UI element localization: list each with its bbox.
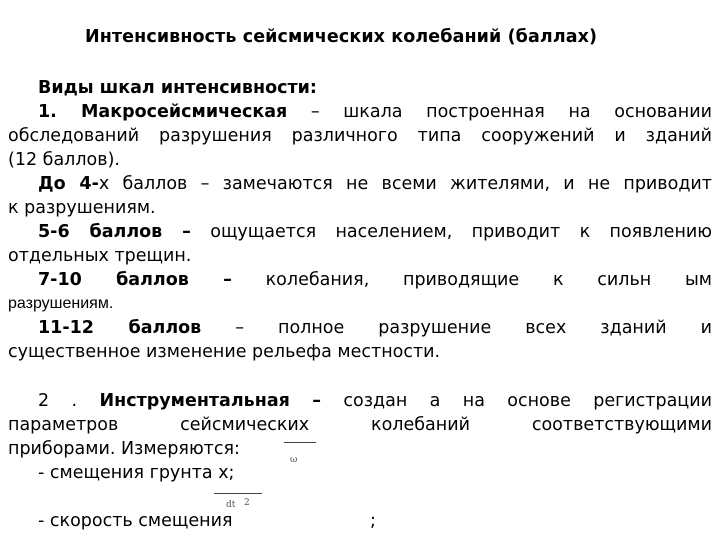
level-4-label: До 4-: [38, 174, 99, 194]
level-4-cont-text: к разрушениям.: [8, 198, 156, 218]
item1-label: 1. Макросейсмическая: [38, 102, 288, 122]
measure-velocity: [38, 509, 712, 533]
formula-fraction-bar-2: [214, 493, 262, 494]
types-heading-text: Виды шкал интенсивности:: [38, 78, 317, 98]
level-5-6-cont-text: отдельных трещин.: [8, 246, 192, 266]
formula-symbol-2: dt: [226, 500, 236, 510]
item1-text-b: обследований разрушения различного типа сооружений и зданий: [8, 126, 712, 146]
measure-velocity-text: - скорость смещения: [38, 511, 233, 531]
level-4-text: х баллов – замечаются не всеми жителями, и не приводит: [98, 174, 712, 194]
level-11-12-text: – полное разрушение всех зданий и: [235, 318, 712, 338]
page-title: Интенсивность сейсмических колебаний (баллах): [85, 27, 598, 47]
level-7-10-cont: [8, 292, 712, 316]
item1-line1: [38, 100, 712, 124]
item1-line2: [8, 124, 712, 148]
item1-dash: –: [310, 102, 320, 122]
item2-text-c: приборами. Измеряются:: [8, 439, 240, 459]
formula-fraction-bar-1: [284, 442, 316, 443]
level-7-10-text: колебания, приводящие к сильн ым: [265, 270, 712, 290]
level-4-cont: [8, 196, 712, 220]
level-5-6-label: 5-6 баллов –: [38, 222, 191, 242]
level-11-12-cont: [8, 340, 712, 364]
item2-line3: [8, 437, 712, 461]
item2-line1: [38, 389, 712, 413]
level-4-line: [38, 172, 712, 196]
formula-symbol-3: 2: [244, 498, 250, 508]
level-7-10-line: [38, 268, 712, 292]
item1-line3: [8, 148, 712, 172]
item1-text-a: шкала построенная на основании: [343, 102, 712, 122]
level-7-10-label: 7-10 баллов –: [38, 270, 232, 290]
measure-displacement-text: - смещения грунта х;: [38, 463, 235, 483]
item2-dash: –: [312, 391, 322, 411]
level-5-6-line: [38, 220, 712, 244]
level-7-10-cont-text: разрушениям.: [8, 295, 114, 312]
item2-text-b: параметров сейсмических колебаний соответствующими: [8, 415, 712, 435]
level-11-12-cont-text: существенное изменение рельефа местности.: [8, 342, 441, 362]
formula-symbol-1: ω: [290, 455, 298, 465]
level-5-6-cont: [8, 244, 712, 268]
types-heading: [38, 76, 712, 100]
measure-displacement: [38, 461, 712, 485]
level-11-12-label: 11-12 баллов: [38, 318, 202, 338]
item2-text-a: создан а на основе регистрации: [343, 391, 712, 411]
item2-number: 2 .: [38, 391, 78, 411]
item2-label: Инструментальная: [99, 391, 290, 411]
item2-line2: [8, 413, 712, 437]
semicolon: ;: [370, 511, 376, 531]
level-11-12-line: [38, 316, 712, 340]
item1-text-c: (12 баллов).: [8, 150, 120, 170]
level-5-6-text: ощущается населением, приводит к появлению: [210, 222, 712, 242]
